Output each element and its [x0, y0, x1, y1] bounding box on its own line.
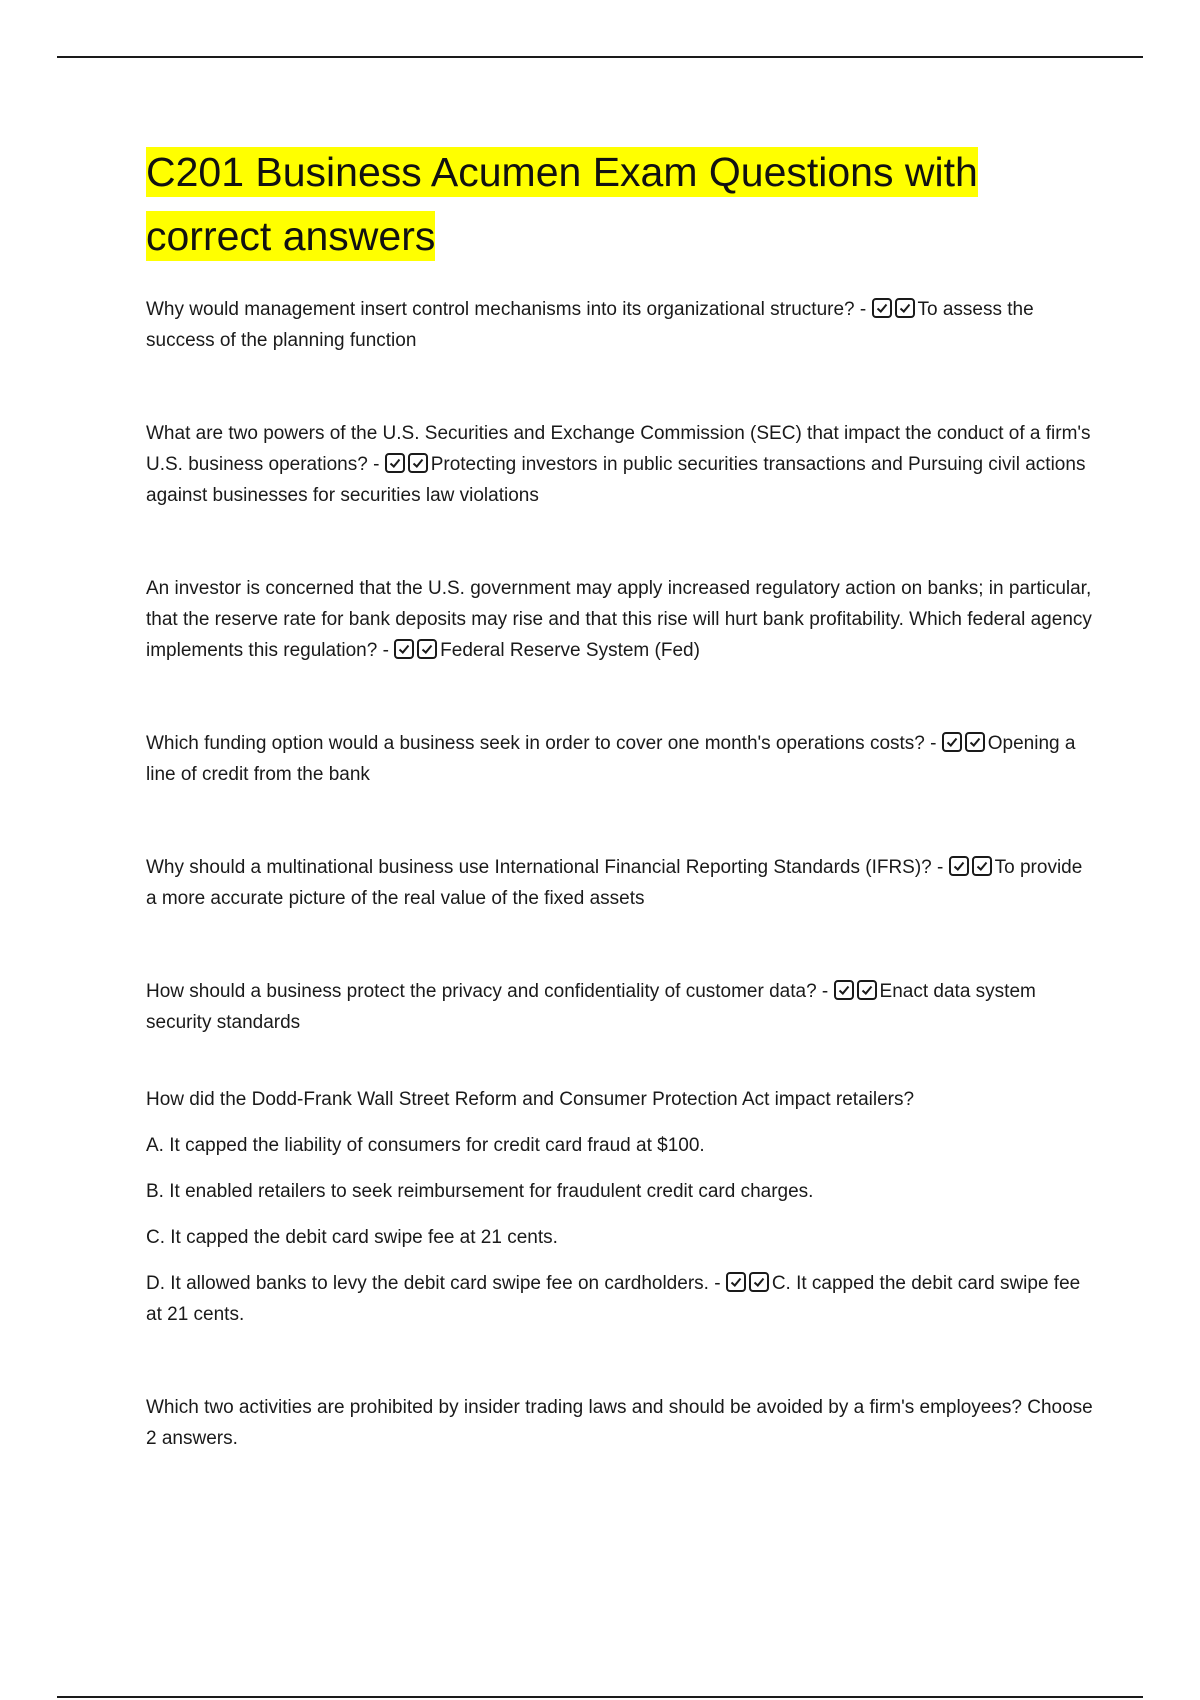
qa-item — [146, 294, 1096, 356]
checkbox-check-icon — [749, 1272, 769, 1292]
mc-question-text: How did the Dodd-Frank Wall Street Reform and Consumer Protection Act impact retailers? — [146, 1089, 915, 1110]
answer-text: Federal Reserve System (Fed) — [440, 640, 700, 661]
qa-item — [146, 418, 1096, 511]
qa-text — [146, 418, 1096, 511]
document-body — [146, 140, 1096, 1454]
option-b: B. It enabled retailers to seek reimbursement for fraudulent credit card charges. — [146, 1181, 814, 1202]
question-text: What are two powers of the U.S. Securities and Exchange Commission (SEC) that impact the conduct of a firm's U.S. business operations? - — [146, 423, 1091, 475]
document-title — [146, 140, 1096, 268]
answer-text: Protecting investors in public securities transactions and Pursuing civil actions against businesses for securities law violations — [146, 454, 1086, 506]
answer-text: C. It capped the debit card swipe fee at 21 cents. — [146, 1273, 1081, 1325]
checkbox-check-icon — [385, 453, 405, 473]
bottom-rule — [57, 1696, 1143, 1698]
answer-text: Opening a line of credit from the bank — [146, 733, 1076, 785]
checkbox-check-icon — [417, 639, 437, 659]
checkbox-check-icon — [394, 639, 414, 659]
qa-text — [146, 728, 1096, 790]
option-d: D. It allowed banks to levy the debit card swipe fee on cardholders. - — [146, 1273, 726, 1294]
qa-text — [146, 294, 1096, 356]
checkbox-check-icon — [949, 856, 969, 876]
answer-text: Enact data system security standards — [146, 981, 1036, 1033]
question-text: Which two activities are prohibited by insider trading laws and should be avoided by a firm's employees? Choose 2 answers. — [146, 1397, 1093, 1449]
answer-text: To provide a more accurate picture of the real value of the fixed assets — [146, 857, 1083, 909]
checkbox-check-icon — [834, 980, 854, 1000]
option-d-with-answer — [146, 1268, 1096, 1330]
checkbox-check-icon — [857, 980, 877, 1000]
question-text: Why would management insert control mechanisms into its organizational structure? - — [146, 299, 872, 320]
qa-text — [146, 852, 1096, 914]
question-text: An investor is concerned that the U.S. government may apply increased regulatory action on banks; in particular, that the reserve rate for bank deposits may rise and that this rise will hurt bank profitability. Which federal agency implements this regulation? - — [146, 578, 1092, 661]
question-text: Why should a multinational business use International Financial Reporting Standards (IFRS)? - — [146, 857, 949, 878]
qa-item — [146, 852, 1096, 914]
qa-item — [146, 728, 1096, 790]
qa-item — [146, 1392, 1096, 1454]
checkbox-check-icon — [895, 298, 915, 318]
answer-text: To assess the success of the planning function — [146, 299, 1034, 351]
checkbox-check-icon — [942, 732, 962, 752]
checkbox-check-icon — [965, 732, 985, 752]
title-highlight: C201 Business Acumen Exam Questions with correct answers — [146, 149, 978, 259]
checkbox-check-icon — [726, 1272, 746, 1292]
qa-text — [146, 976, 1096, 1038]
qa-item — [146, 573, 1096, 666]
question-text: How should a business protect the privacy and confidentiality of customer data? - — [146, 981, 834, 1002]
qa-item — [146, 976, 1096, 1038]
mc-question — [146, 1084, 1096, 1330]
option-a: A. It capped the liability of consumers for credit card fraud at $100. — [146, 1135, 705, 1156]
checkbox-check-icon — [972, 856, 992, 876]
qa-text — [146, 573, 1096, 666]
question-text: Which funding option would a business seek in order to cover one month's operations costs? - — [146, 733, 942, 754]
checkbox-check-icon — [872, 298, 892, 318]
top-rule — [57, 56, 1143, 58]
option-c: C. It capped the debit card swipe fee at 21 cents. — [146, 1227, 558, 1248]
checkbox-check-icon — [408, 453, 428, 473]
